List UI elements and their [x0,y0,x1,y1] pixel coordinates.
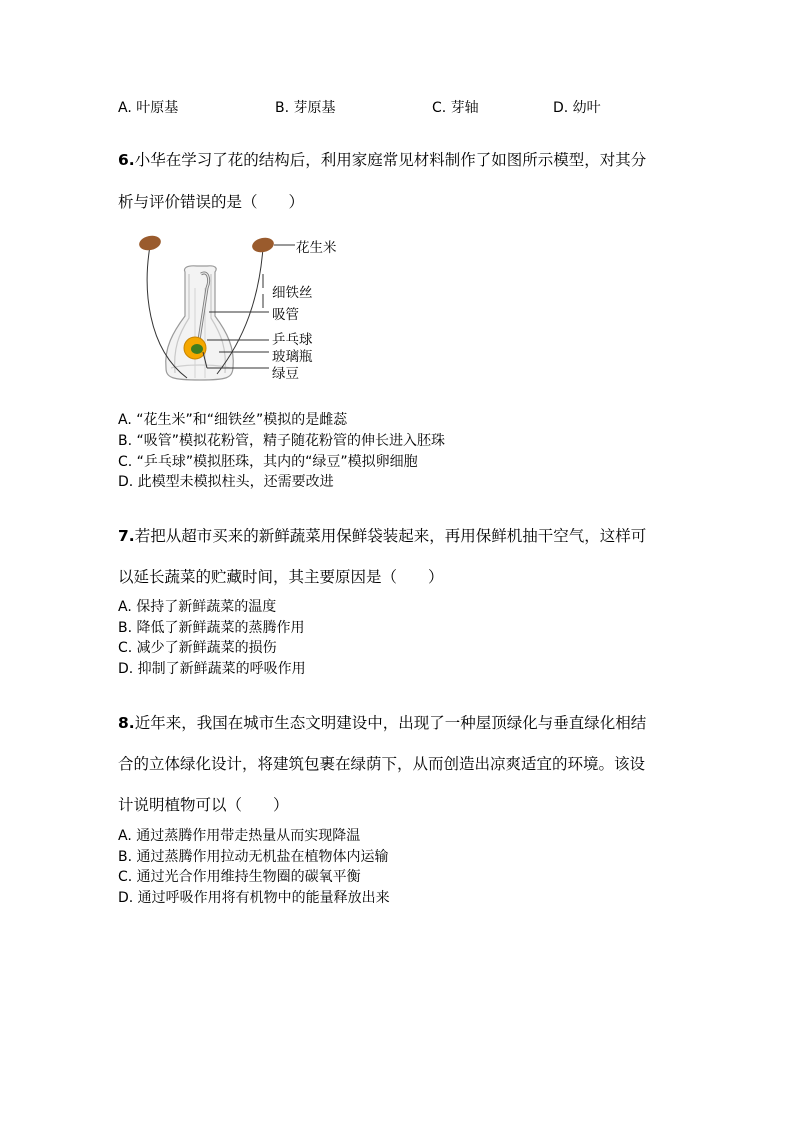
q7-stem-line2: 以延长蔬菜的贮藏时间，其主要原因是（ ） [118,568,444,586]
q7-option-c: C. 减少了新鲜蔬菜的损伤 [118,640,277,656]
q5-option-b: B. 芽原基 [275,100,336,116]
q7-stem-line1 [118,524,646,546]
q7-option-a: A. 保持了新鲜蔬菜的温度 [118,599,277,615]
q8-option-c: C. 通过光合作用维持生物圈的碳氧平衡 [118,869,361,885]
peanut-left [138,234,162,252]
peanut-right [251,236,275,254]
q6-stem-line1 [118,148,646,170]
label-wire: 细铁丝 [272,285,313,301]
label-bottle: 玻璃瓶 [272,349,313,365]
q6-stem-line2: 析与评价错误的是（ ） [118,193,305,211]
q8-option-d: D. 通过呼吸作用将有机物中的能量释放出来 [118,890,390,906]
q6-option-a: A. “花生米”和“细铁丝”模拟的是雌蕊 [118,412,348,428]
q8-option-b: B. 通过蒸腾作用拉动无机盐在植物体内运输 [118,849,389,865]
q8-number: 8. [118,714,135,732]
glass-bottle-shape [166,266,234,380]
label-straw: 吸管 [272,307,299,323]
q7-option-d: D. 抑制了新鲜蔬菜的呼吸作用 [118,661,306,677]
q7-stem-text: 若把从超市买来的新鲜蔬菜用保鲜袋装起来，再用保鲜机抽干空气，这样可 [134,527,647,545]
q6-option-d: D. 此模型未模拟柱头，还需要改进 [118,474,334,490]
q8-stem-text: 近年来，我国在城市生态文明建设中，出现了一种屋顶绿化与垂直绿化相结 [134,714,647,732]
label-peanut: 花生米 [296,240,337,256]
q6-number: 6. [118,151,135,169]
label-mungbean: 绿豆 [272,366,299,382]
q5-option-d: D. 幼叶 [553,100,601,116]
label-pingpong: 乒乓球 [272,332,313,348]
q6-option-b: B. “吸管”模拟花粉管，精子随花粉管的伸长进入胚珠 [118,433,446,449]
q8-option-a: A. 通过蒸腾作用带走热量从而实现降温 [118,828,361,844]
q5-option-c: C. 芽轴 [432,100,479,116]
q7-number: 7. [118,527,135,545]
q6-stem-text: 小华在学习了花的结构后，利用家庭常见材料制作了如图所示模型，对其分 [134,151,647,169]
q8-stem-line2: 合的立体绿化设计，将建筑包裹在绿荫下，从而创造出凉爽适宜的环境。该设 [118,755,646,773]
q5-option-a: A. 叶原基 [118,100,179,116]
q7-option-b: B. 降低了新鲜蔬菜的蒸腾作用 [118,620,305,636]
q6-option-c: C. “乒乓球”模拟胚珠，其内的“绿豆”模拟卵细胞 [118,454,418,470]
q8-stem-line3: 计说明植物可以（ ） [118,796,289,814]
q8-stem-line1 [118,711,646,733]
mungbean-shape [191,344,203,354]
